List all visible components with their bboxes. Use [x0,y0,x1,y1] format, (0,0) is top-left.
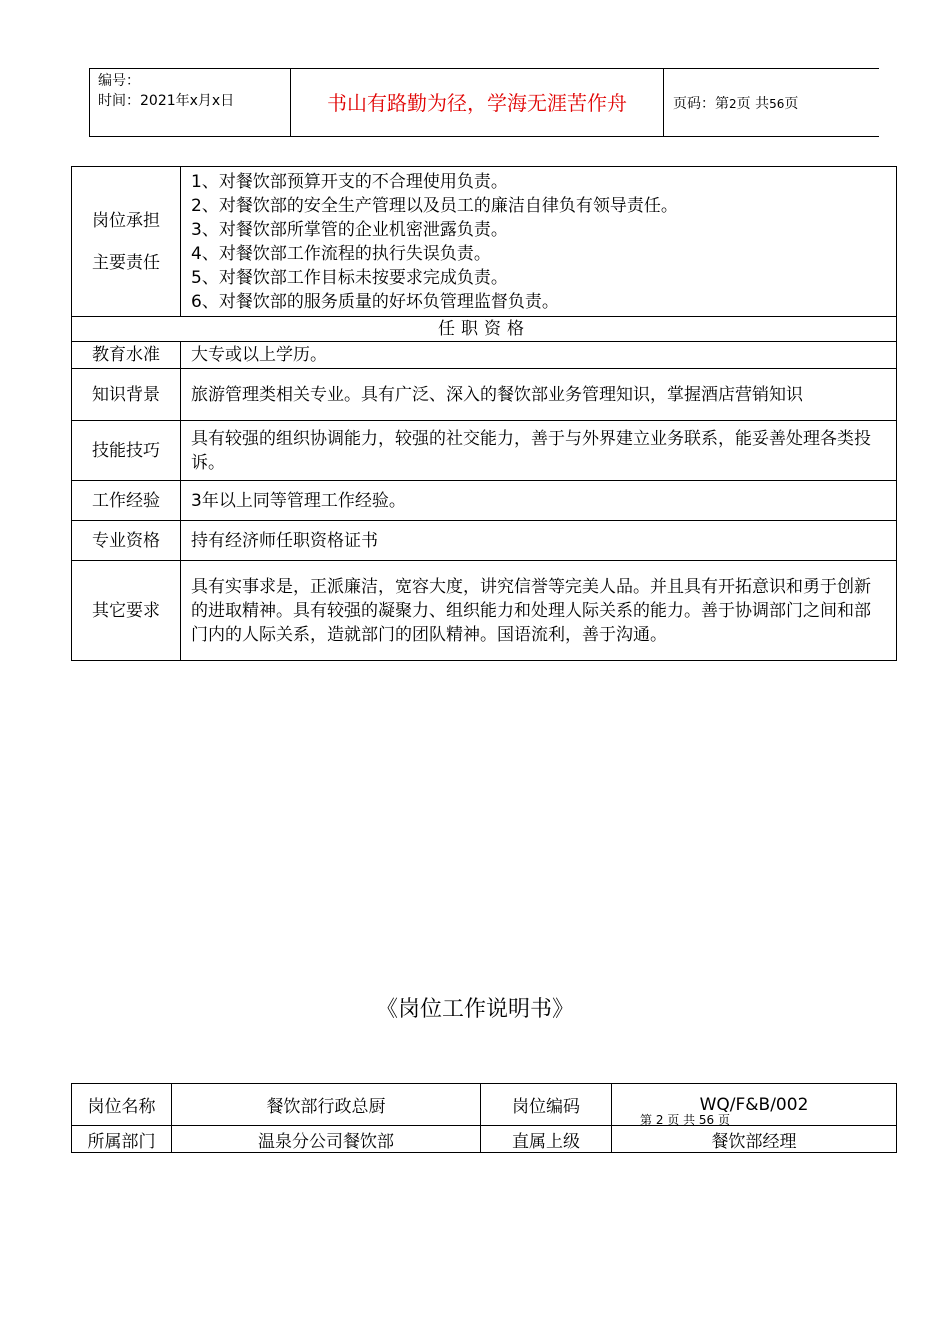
qualification-value: 旅游管理类相关专业。具有广泛、深入的餐饮部业务管理知识，掌握酒店营销知识 [181,369,897,421]
job-code-value: WQ/F&B/002 [699,1094,809,1115]
responsibility-table [71,166,897,661]
qualification-row [72,521,897,561]
duty-item: 4、对餐饮部工作流程的执行失误负责。 [191,243,491,264]
header-page-number [673,93,798,113]
duties-label: 岗位承担 主要责任 [72,167,181,317]
job-name-value: 餐饮部行政总厨 [172,1084,481,1126]
document-title: 《岗位工作说明书》 [375,997,574,1022]
duty-item: 1、对餐饮部预算开支的不合理使用负责。 [191,171,508,192]
superior-value: 餐饮部经理 [612,1126,897,1153]
department-label: 所属部门 [72,1126,172,1153]
qualification-label: 专业资格 [72,521,181,561]
page-current: 2 [729,97,737,111]
page-prefix: 页码：第 [673,96,729,112]
duties-row [72,167,897,317]
qualification-row [72,481,897,521]
page-total: 56 [769,97,785,111]
footer-page-number: 第 2 页 共 56 页 [640,1113,730,1127]
header-motto: 书山有路勤为径，学海无涯苦作舟 [327,91,627,115]
duties-list [181,167,897,317]
header-divider [663,69,664,136]
qualification-row [72,369,897,421]
time-label: 时间：2021年x月x日 [98,93,235,109]
job-code-label: 岗位编码 [481,1084,612,1126]
job-info-table [71,1083,897,1153]
page-mid: 页 共 [736,96,770,112]
duty-item: 6、对餐饮部的服务质量的好坏负管理监督负责。 [191,291,559,312]
qualification-label: 技能技巧 [72,421,181,481]
duty-item: 3、对餐饮部所掌管的企业机密泄露负责。 [191,219,508,240]
duty-item: 5、对餐饮部工作目标未按要求完成负责。 [191,267,508,288]
qualification-header: 任职资格 [72,317,897,342]
qualification-value: 持有经济师任职资格证书 [181,521,897,561]
page-suffix: 页 [784,96,799,112]
job-name-label: 岗位名称 [72,1084,172,1126]
qualification-value: 具有较强的组织协调能力，较强的社交能力，善于与外界建立业务联系，能妥善处理各类投诉。 [181,421,897,481]
code-label: 编号： [98,73,140,89]
duty-item: 2、对餐饮部的安全生产管理以及员工的廉洁自律负有领导责任。 [191,195,678,216]
qualification-value: 3年以上同等管理工作经验。 [181,481,897,521]
header-meta [98,71,234,111]
job-code-cell [612,1084,897,1126]
qualification-row [72,342,897,369]
qualification-label: 其它要求 [72,561,181,661]
department-value: 温泉分公司餐饮部 [172,1126,481,1153]
qualification-value: 具有实事求是，正派廉洁，宽容大度，讲究信誉等完美人品。并且具有开拓意识和勇于创新的进取精神。具有较强的凝聚力、组织能力和处理人际关系的能力。善于协调部门之间和部门内的人际关系，造就部门的团队精神。国语流利，善于沟通。 [181,561,897,661]
job-info-row [72,1084,897,1126]
job-info-row [72,1126,897,1153]
qualification-row [72,561,897,661]
qualification-label: 教育水准 [72,342,181,369]
qualification-row [72,421,897,481]
qualification-label: 工作经验 [72,481,181,521]
qualification-value: 大专或以上学历。 [181,342,897,369]
superior-label: 直属上级 [481,1126,612,1153]
page-header [89,68,879,137]
section-row [72,317,897,342]
qualification-label: 知识背景 [72,369,181,421]
